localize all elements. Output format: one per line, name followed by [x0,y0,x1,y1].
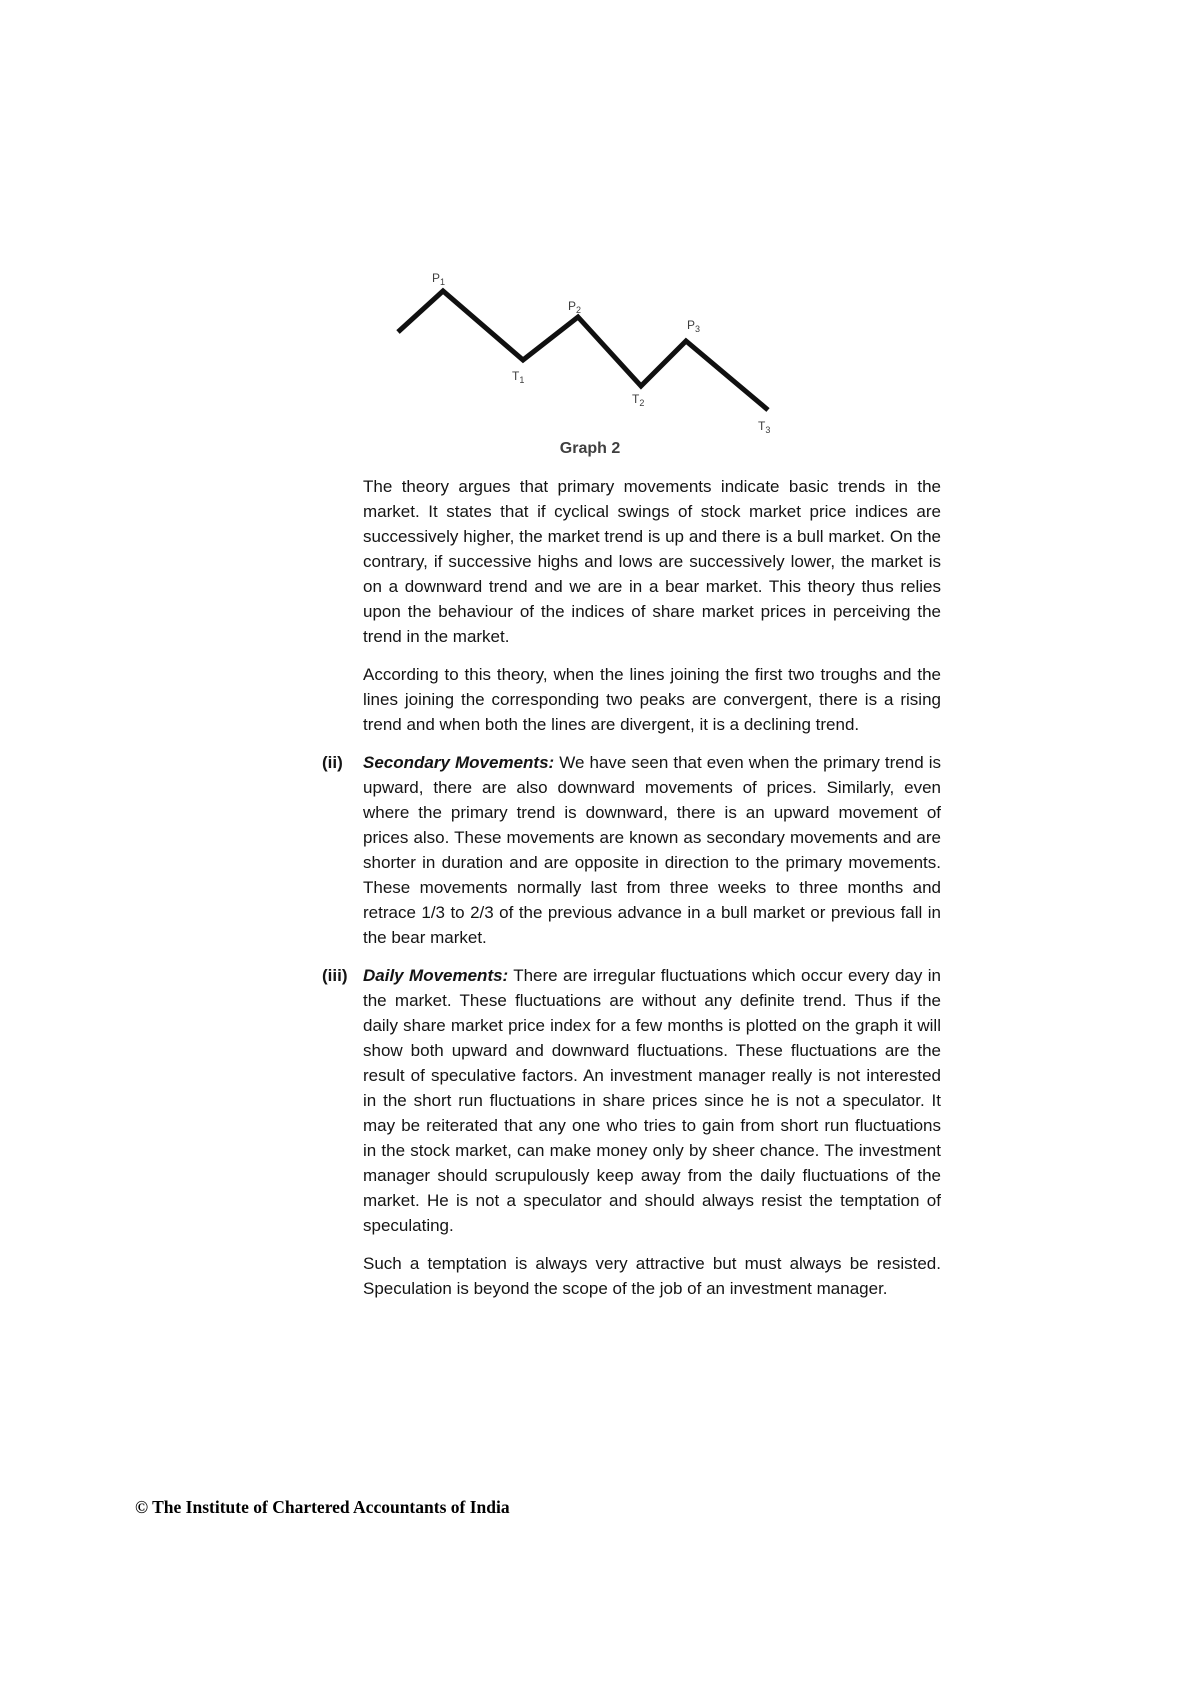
footer-copyright: © The Institute of Chartered Accountants of India [135,1497,510,1517]
body-content [322,474,941,1314]
dow-theory-graph [390,262,790,458]
dow-graph-svg [390,262,790,442]
svg-text:T3: $T_3$ [758,419,771,435]
item-title-secondary-movements: Secondary Movements: [363,753,555,772]
paragraph-converging-lines: According to this theory, when the lines joining the first two troughs and the lines joining the corresponding two peaks are convergent, there is a rising trend and when both the lines are divergent, it is a declining trend. [363,665,941,734]
item-title-daily-movements: Daily Movements: [363,966,509,985]
list-item-daily-movements [322,963,941,1238]
paragraph-primary-movements: The theory argues that primary movements indicate basic trends in the market. It states that if cyclical swings of stock market price indices are successively higher, the market trend is up and there is a bull market. On the contrary, if successive highs and lows are successively lower, the market is on a downward trend and we are in a bear market. This theory thus relies upon the behaviour of the indices of share market prices in perceiving the trend in the market. [363,477,941,646]
list-item-body [363,963,941,1238]
svg-text:T1: $T_1$ [512,369,525,385]
list-marker-ii: (ii) [322,753,343,772]
paragraph-temptation: Such a temptation is always very attractive but must always be resisted. Speculation is beyond the scope of the job of an investment manager. [363,1254,941,1298]
list-item-secondary-movements [322,750,941,950]
item-text-daily-movements: There are irregular fluctuations which occur every day in the market. These fluctuations are without any definite trend. Thus if the daily share market price index for a few months is plotted on the graph it will show both upward and downward fluctuations. These fluctuations are the result of speculative factors. An investment manager really is not interested in the short run fluctuations in share prices since he is not a speculator. It may be reiterated that any one who tries to gain from short run fluctuations in the stock market, can make money only by sheer chance. The investment manager should scrupulously keep away from the daily fluctuations of the market. He is not a speculator and should always resist the temptation of speculating. [363,966,941,1235]
svg-text:P1: $P_1$ [432,271,446,287]
graph-caption: Graph 2 [559,440,621,457]
svg-text:P3: $P_3$ [687,318,701,334]
list-item-body [363,750,941,950]
svg-text:T2: $T_2$ [632,392,645,408]
list-marker-iii: (iii) [322,966,348,985]
item-text-secondary-movements: We have seen that even when the primary trend is upward, there are also downward movements of prices. Similarly, even where the primary trend is downward, there is an upward movement of prices also. These movements are known as secondary movements and are shorter in duration and are opposite in direction to the primary movements. These movements normally last from three weeks to three months and retrace 1/3 to 2/3 of the previous advance in a bull market or previous fall in the bear market. [363,753,941,947]
svg-text:P2: $P_2$ [568,299,582,315]
